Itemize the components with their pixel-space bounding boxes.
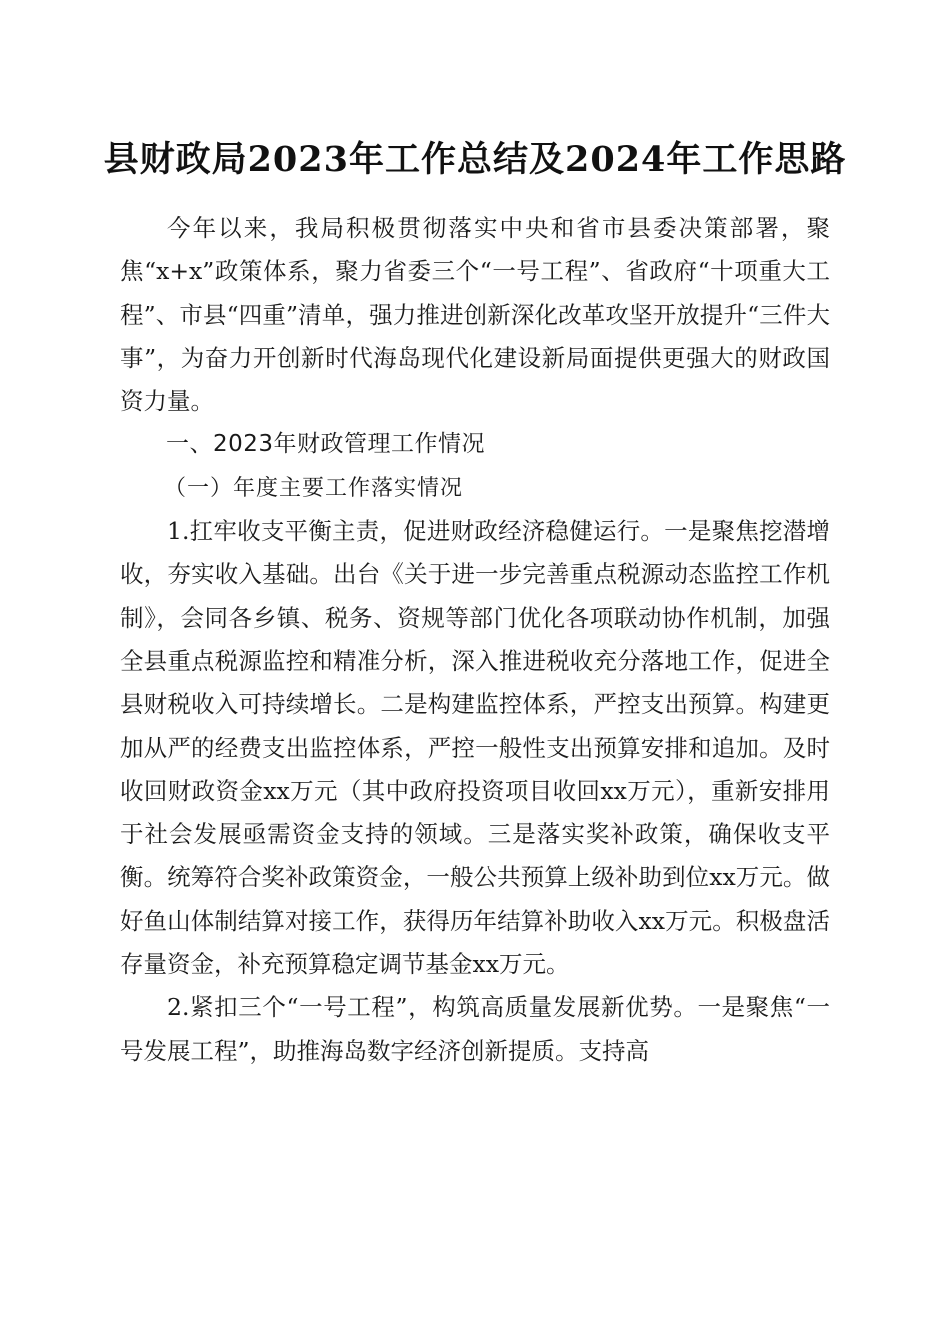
document-title: 县财政局2023年工作总结及2024年工作思路 — [103, 139, 847, 180]
section-heading: 一、2023年财政管理工作情况 — [166, 431, 486, 458]
body-paragraph: 2.紧扣三个“一号工程”，构筑高质量发展新优势。一是聚焦“一号发展工程”，助推海岛数字经济创新提质。支持高 — [120, 993, 830, 1065]
body-paragraph: 1.扛牢收支平衡主责，促进财政经济稳健运行。一是聚焦挖潜增收，夯实收入基础。出台《关于进一步完善重点税源动态监控工作机制》，会同各乡镇、税务、资规等部门优化各项联动协作机制，加强全县重点税源监控和精准分析，深入推进税收充分落地工作，促进全县财税收入可持续增长。二是构建监控体系，严控支出预算。构建更加从严的经费支出监控体系，严控一般性支出预算安排和追加。及时收回财政资金xx万元（其中政府投资项目收回xx万元），重新安排用于社会发展亟需资金支持的领域。三是落实奖补政策，确保收支平衡。统筹符合奖补政策资金，一般公共预算上级补助到位xx万元。做好鱼山体制结算对接工作，获得历年结算补助收入xx万元。积极盘活存量资金，补充预算稳定调节基金xx万元。 — [120, 517, 830, 979]
intro-paragraph: 今年以来，我局积极贯彻落实中央和省市县委决策部署，聚焦“x+x”政策体系，聚力省委三个“一号工程”、省政府“十项重大工程”、市县“四重”清单，强力推进创新深化改革攻坚开放提升“三件大事”，为奋力开创新时代海岛现代化建设新局面提供更强大的财政国资力量。 — [120, 214, 830, 416]
document-body — [120, 207, 830, 1073]
subsection-heading: （一）年度主要工作落实情况 — [164, 475, 464, 501]
